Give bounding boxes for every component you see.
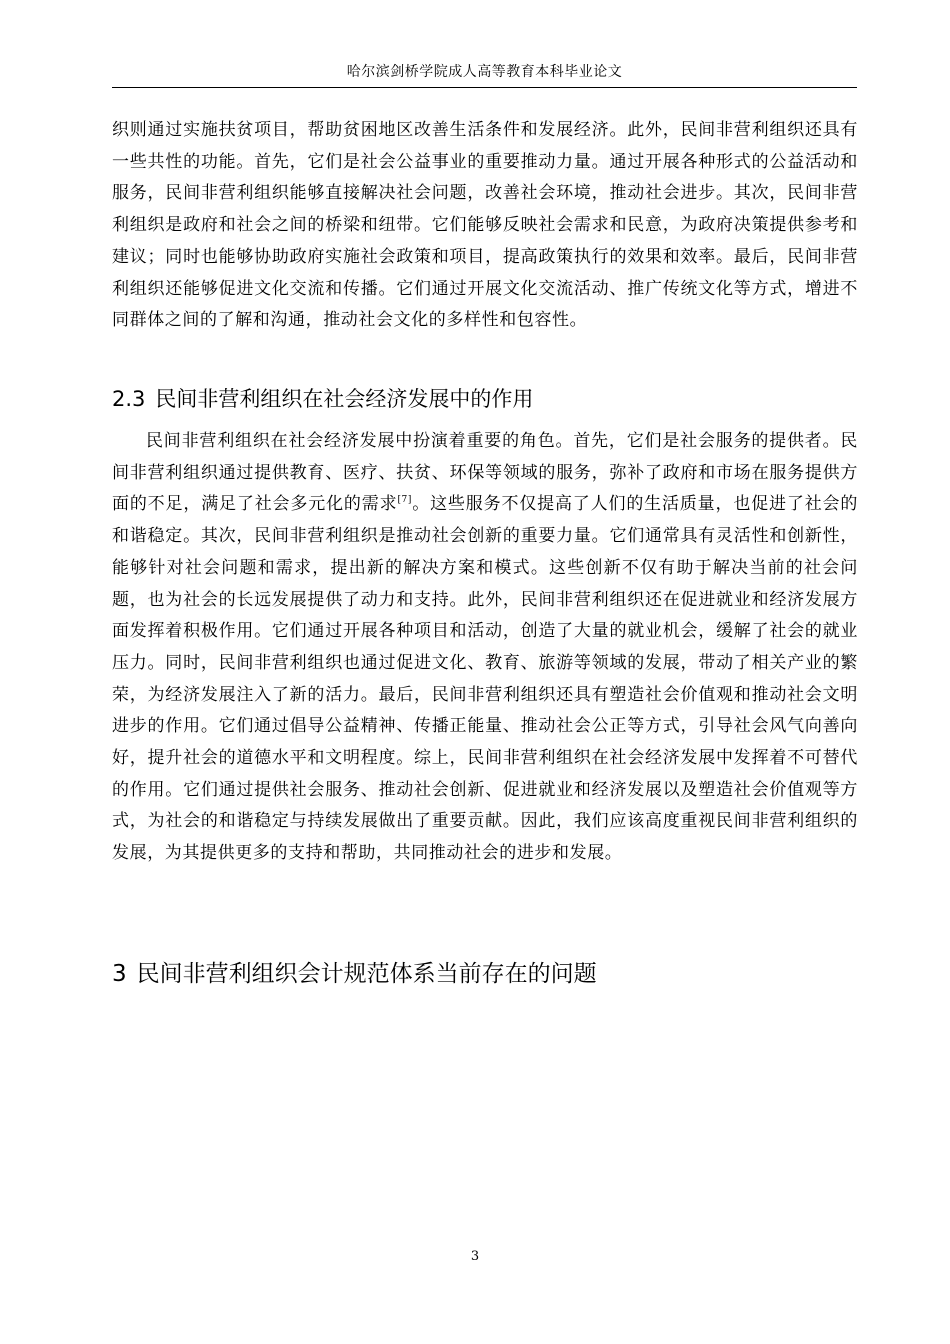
- section-number: 2.3: [112, 387, 146, 411]
- paragraph-text-after-citation: 。这些服务不仅提高了人们的生活质量，也促进了社会的和谐稳定。其次，民间非营利组织是推动社会创新的重要力量。它们通常具有灵活性和创新性，能够针对社会问题和需求，提出新的解决方案和模式。这些创新不仅有助于解决当前的社会问题，也为社会的长远发展提供了动力和支持。此外，民间非营利组织还在促进就业和经济发展方面发挥着积极作用。它们通过开展各种项目和活动，创造了大量的就业机会，缓解了社会的就业压力。同时，民间非营利组织也通过促进文化、教育、旅游等领域的发展，带动了相关产业的繁荣，为经济发展注入了新的活力。最后，民间非营利组织还具有塑造社会价值观和推动社会文明进步的作用。它们通过倡导公益精神、传播正能量、推动社会公正等方式，引导社会风气向善向好，提升社会的道德水平和文明程度。综上，民间非营利组织在社会经济发展中发挥着不可替代的作用。它们通过提供社会服务、推动社会创新、促进就业和经济发展以及塑造社会价值观等方式，为社会的和谐稳定与持续发展做出了重要贡献。因此，我们应该高度重视民间非营利组织的发展，为其提供更多的支持和帮助，共同推动社会的进步和发展。: [112, 494, 858, 864]
- citation-reference: [7]: [397, 495, 412, 506]
- body-paragraph-2-container: [112, 426, 858, 870]
- paragraph-text-before-citation: 民间非营利组织在社会经济发展中扮演着重要的角色。首先，它们是社会服务的提供者。民间非营利组织通过提供教育、医疗、扶贫、环保等领域的服务，弥补了政府和市场在服务提供方面的不足，满足了社会多元化的需求: [112, 431, 858, 515]
- section-title: 民间非营利组织在社会经济发展中的作用: [155, 387, 534, 411]
- body-paragraph-1: 织则通过实施扶贫项目，帮助贫困地区改善生活条件和发展经济。此外，民间非营利组织还具有一些共性的功能。首先，它们是社会公益事业的重要推动力量。通过开展各种形式的公益活动和服务，民间非营利组织能够直接解决社会问题，改善社会环境，推动社会进步。其次，民间非营利组织是政府和社会之间的桥梁和纽带。它们能够反映社会需求和民意，为政府决策提供参考和建议；同时也能够协助政府实施社会政策和项目，提高政策执行的效果和效率。最后，民间非营利组织还能够促进文化交流和传播。它们通过开展文化交流活动、推广传统文化等方式，增进不同群体之间的了解和沟通，推动社会文化的多样性和包容性。: [112, 120, 858, 331]
- header-divider: [112, 87, 857, 88]
- section-title: 民间非营利组织会计规范体系当前存在的问题: [136, 961, 597, 987]
- body-paragraph-2: [112, 426, 858, 870]
- page-number: 3: [470, 1249, 480, 1264]
- body-paragraph-1-container: [112, 115, 858, 337]
- section-heading-2-3: [112, 384, 533, 414]
- page-header: 哈尔滨剑桥学院成人高等教育本科毕业论文: [346, 64, 623, 80]
- section-heading-3: [112, 957, 597, 991]
- section-number: 3: [112, 961, 127, 987]
